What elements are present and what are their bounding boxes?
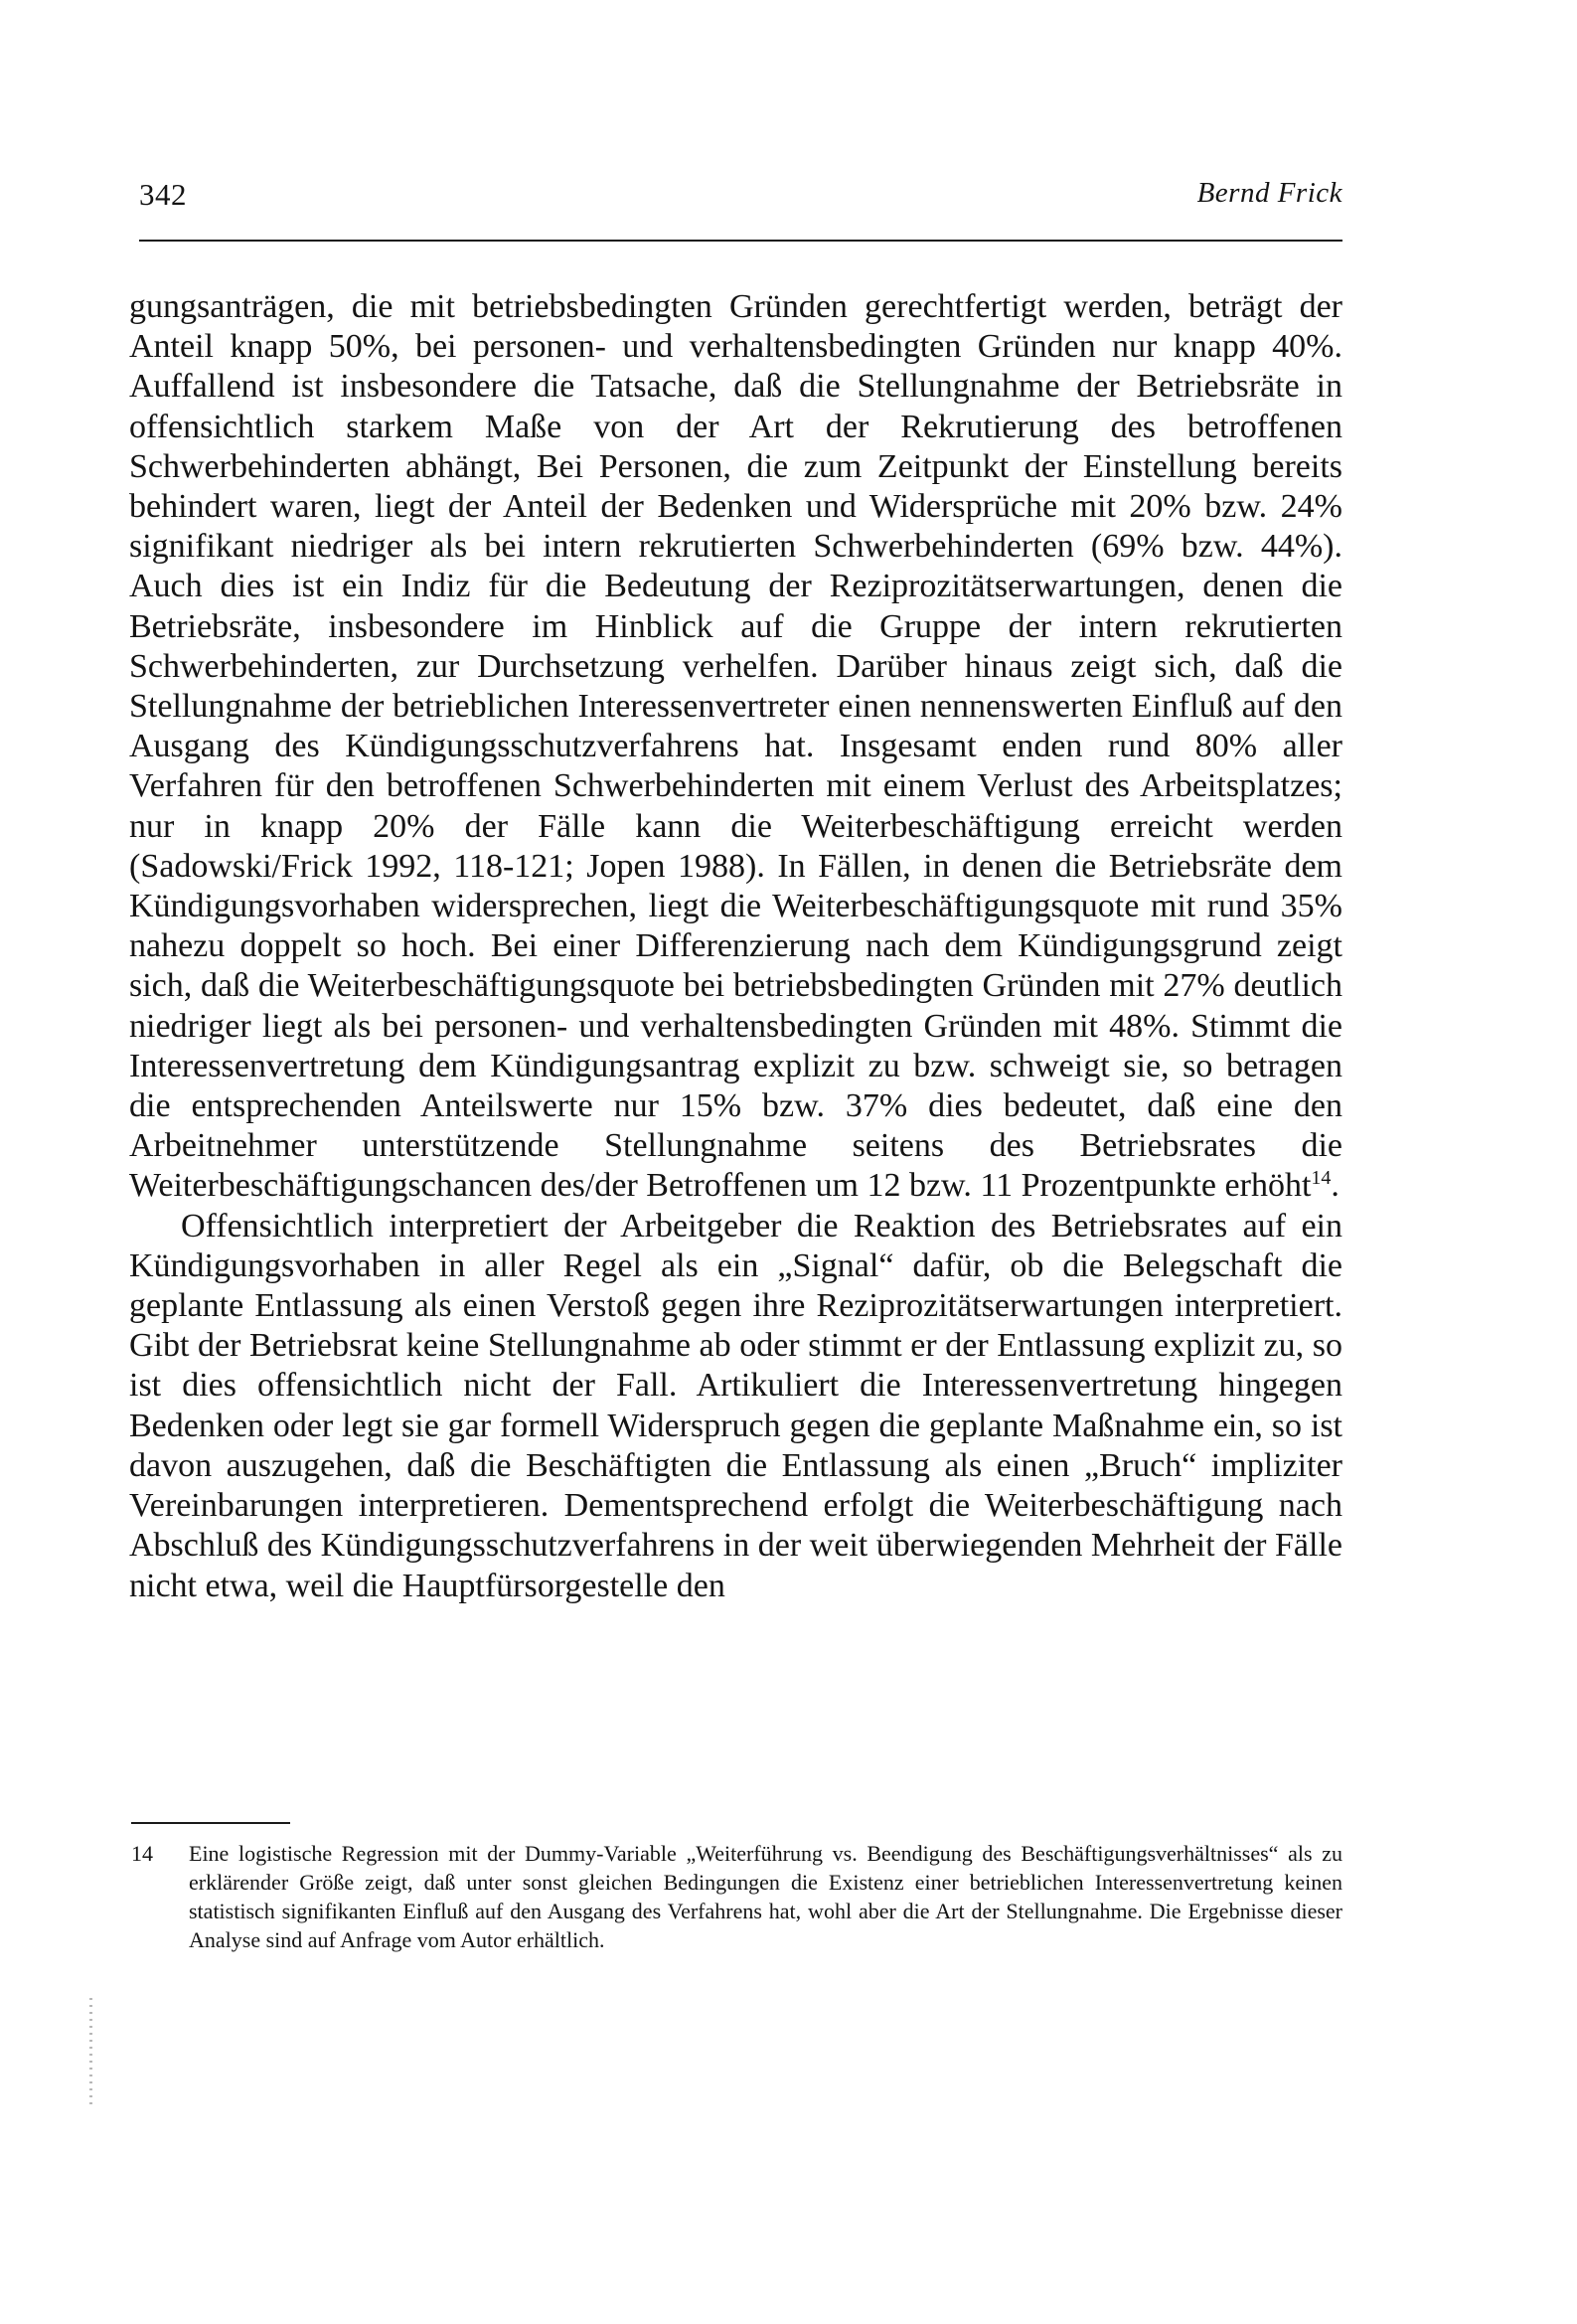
paragraph-1-text: gungsanträgen, die mit betriebsbedingten Gründen gerechtfertigt werden, beträgt der Anteil knapp 50%, bei personen- und verhaltensbedingten Gründen nur knapp 40%. Auffallend ist insbesondere die Tatsache, daß die Stellungnahme der Betriebsräte in offensichtlich starkem Maße von der Art der Rekrutierung des betroffenen Schwerbehinderten abhängt, Bei Personen, die zum Zeitpunkt der Einstellung bereits behindert waren, liegt der Anteil der Bedenken und Widersprüche mit 20% bzw. 24% signifikant niedriger als bei intern rekrutierten Schwerbehinderten (69% bzw. 44%). Auch dies ist ein Indiz für die Bedeutung der Reziprozitätserwartungen, denen die Betriebsräte, insbesondere im Hinblick auf die Gruppe der intern rekrutierten Schwerbehinderten, zur Durchsetzung verhelfen. Darüber hinaus zeigt sich, daß die Stellungnahme der betrieblichen Interessenvertreter einen nennenswerten Einfluß auf den Ausgang des Kündigungsschutzverfahrens hat. Insgesamt enden rund 80% aller Verfahren für den betroffenen Schwerbehinderten mit einem Verlust des Arbeitsplatzes; nur in knapp 20% der Fälle kann die Weiterbeschäftigung erreicht werden (Sadowski/Frick 1992, 118-121; Jopen 1988). In Fällen, in denen die Betriebsräte dem Kündigungsvorhaben widersprechen, liegt die Weiterbeschäftigungsquote mit rund 35% nahezu doppelt so hoch. Bei einer Differenzierung nach dem Kündigungsgrund zeigt sich, daß die Weiterbeschäftigungsquote bei betriebsbedingten Gründen mit 27% deutlich niedriger liegt als bei personen- und verhaltensbedingten Gründen mit 48%. Stimmt die Interessenvertretung dem Kündigungsantrag explizit zu bzw. schweigt sie, so betragen die entsprechenden Anteilswerte nur 15% bzw. 37% dies bedeutet, daß eine den Arbeitnehmer unterstützende Stellungnahme seitens des Betriebsrates die Weiterbeschäftigungschancen des/der Betroffenen um 12 bzw. 11 Prozentpunkte erhöht xyxy=(129,288,1342,1205)
footnote-reference: 14 xyxy=(1311,1167,1332,1190)
paragraph-1-end: . xyxy=(1331,1167,1340,1205)
paragraph-1 xyxy=(129,287,1342,1207)
header-rule xyxy=(139,240,1342,242)
footnote-number: 14 xyxy=(131,1841,153,1866)
footnote xyxy=(131,1839,1342,1954)
paragraph-2: Offensichtlich interpretiert der Arbeitgeber die Reaktion des Betriebsrates auf ein Kündigungsvorhaben in aller Regel als ein „Signal“ dafür, ob die Belegschaft die geplante Entlassung als einen Verstoß gegen ihre Reziprozitätserwartungen interpretiert. Gibt der Betriebsrat keine Stellungnahme ab oder stimmt er der Entlassung explizit zu, so ist dies offensichtlich nicht der Fall. Artikuliert die Interessenvertretung hingegen Bedenken oder legt sie gar formell Widerspruch gegen die geplante Maßnahme ein, so ist davon auszugehen, daß die Beschäftigten die Entlassung als einen „Bruch“ impliziter Vereinbarungen interpretieren. Dementsprechend erfolgt die Weiterbeschäftigung nach Abschluß des Kündigungsschutzverfahrens in der weit überwiegenden Mehrheit der Fälle nicht etwa, weil die Hauptfürsorgestelle den xyxy=(129,1207,1342,1604)
footnote-rule xyxy=(131,1822,290,1824)
margin-scan-mark xyxy=(89,1998,92,2107)
footnote-text: Eine logistische Regression mit der Dummy-Variable „Weiterführung vs. Beendigung des Beschäftigungsverhältnisses“ als zu erklärender Größe zeigt, daß unter sonst gleichen Bedingungen die Existenz einer betrieblichen Interessenvertretung keinen statistisch signifikanten Einfluß auf den Ausgang des Verfahrens hat, wohl aber die Art der Stellungnahme. Die Ergebnisse dieser Analyse sind auf Anfrage vom Autor erhältlich. xyxy=(189,1841,1342,1952)
body-text xyxy=(129,287,1342,1606)
page-number: 342 xyxy=(139,177,187,212)
running-head-author: Bernd Frick xyxy=(1196,177,1342,209)
